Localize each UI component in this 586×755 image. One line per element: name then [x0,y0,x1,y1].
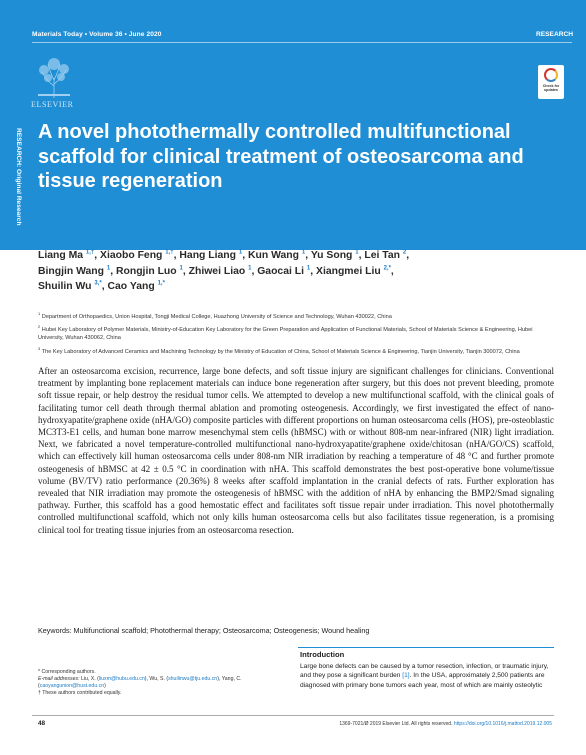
elsevier-tree-logo-icon [34,56,74,100]
doi-link[interactable]: https://doi.org/10.1016/j.mattod.2019.12.005 [453,721,552,727]
author: Yu Song $^1$, [310,250,365,262]
author: Hang Liang $^1$, [179,250,249,262]
affiliation: $^3$ The Key Laboratory of Advanced Ceramics and Machining Technology by the Ministry of Education of China, School of Materials Science & Engineering, Tianjin University, Tianjin 300072, China [38,345,520,355]
author-list [38,247,558,293]
check-updates-label: Check for updates [542,84,560,92]
header-divider [32,42,572,43]
author: Bingjin Wang $^1$, [38,265,117,277]
vertical-section-label: RESEARCH: Original Research [15,128,22,226]
author: Cao Yang $^{1,*}$ [107,280,165,293]
affiliation: $^2$ Hubei Key Laboratory of Polymer Materials, Ministry-of-Education Key Laboratory for the Green Preparation and Application of Functional Materials, School of Materials Science & Engineering, Hubei University, Wuhan 430062, China [38,324,533,341]
intro-divider [298,647,554,648]
email-link[interactable]: liuxm@hubu.edu.cn [98,676,145,682]
introduction-heading: Introduction [300,650,345,659]
author: Lei Tan $^2$, [364,250,410,262]
author: Xiaobo Feng $^{1,\dagger}$, [100,250,180,262]
email-addresses: E-mail addresses: Liu, X. (liuxm@hubu.edu.cn), Wu, S. (shuilinwu@tju.edu.cn), Yang, C. (caoyangunion@hust.edu.cn) [38,676,242,689]
reference-link[interactable]: [1] [402,672,410,680]
introduction-text: Large bone defects can be caused by a tumor resection, infection, or traumatic injury, and they pose a significant burden [1]. In the USA, approximately 2,500 patients are diagnosed with primary bone tumors each year, most of which are mainly osteolytic [300,663,549,689]
footnotes [38,669,288,697]
corresponding-note: * Corresponding authors. [38,669,96,675]
publisher-name: ELSEVIER [31,100,74,109]
check-updates-icon [544,68,558,82]
email-link[interactable]: shuilinwu@tju.edu.cn [168,676,218,682]
check-for-updates-badge[interactable] [538,65,564,99]
equal-contribution-note: † These authors contributed equally. [38,690,122,696]
section-label: RESEARCH [535,31,573,38]
author: Liang Ma $^{1,\dagger}$, [38,250,101,262]
author: Rongjin Luo $^1$, [116,265,189,277]
affiliation: $^1$ Department of Orthopaedics, Union Hospital, Tongji Medical College, Huazhong University of Science and Technology, Wuhan 430022, China [38,311,392,320]
page-number: 48 [38,720,46,727]
author: Shuilin Wu $^{3,*}$, [38,280,108,293]
footer-divider [32,715,554,716]
affiliations [38,310,558,358]
keywords: Keywords: Multifunctional scaffold; Photothermal therapy; Osteosarcoma; Osteogenesis; Wound healing [38,626,370,635]
email-link[interactable]: caoyangunion@hust.edu.cn [39,683,105,689]
author: Gaocai Li $^1$, [257,265,317,277]
abstract: After an osteosarcoma excision, recurrence, large bone defects, and soft tissue injury are significant challenges for clinicians. Conventional treatment by implanting bone replacement materials can induce bone regeneration after surgery, but this does not prevent bleeding, promote soft tissue repair, or help destroy the residual tumor cells. We attempted to develop a new multifunctional scaffold, with the clinical goals of facilitating tumor cell death through thermal ablation and promoting osteogenesis. Accordingly, we first investigated the effect of nano-hydroxyapatite/graphene oxide (nHA/GO) composite particles with different proportions on human osteosarcoma cells (HOS), pre-osteoblastic MC3T3-E1 cells, and human bone marrow mesenchymal stem cells (hBMSC) with or without 808-nm near-infrared (NIR) light irradiation. Next, we fabricated a novel temperature-controlled multifunctional nano-hydroxyapatite/graphene oxide/chitosan (nHA/GO/CS) scaffold, which can effectively kill human osteosarcoma cells under 808-nm NIR irradiation by reaching a temperature of 48 °C and further promote osteogenesis of hBMSC at 42 ± 0.5 °C in coordination with nHA. This scaffold demonstrates the best post-operative bone volume/tissue volume (BV/TV) ratio performance (20.36%) 8 weeks after scaffold implantation in the cranial defects of rats. Further exploration has revealed that NIR irradiation may promote the osteogenesis of hBMSC with the addition of nHA by enhancing the BMP2/Smad signaling pathway. Further, this scaffold has a good hemostatic effect and facilitates soft tissue repair under irradiation. This novel photothermally controlled multifunctional scaffold, which not only kills human osteosarcoma cells but also facilitates tissue regeneration, is a promising clinical tool for treating tissue injuries from an osteosarcoma resection. [38,366,554,535]
article-title: A novel photothermally controlled multifunctional scaffold for clinical treatment of osteosarcoma and tissue regeneration [38,121,524,192]
author: Zhiwei Liao $^1$, [188,265,258,277]
author: Xiangmei Liu $^{2,*}$, [316,265,394,277]
journal-line: Materials Today • Volume 36 • June 2020 [32,31,162,38]
author: Kun Wang $^1$, [248,250,311,262]
footer-doi: 1369-7021/Ø 2019 Elsevier Ltd. All rights reserved. https://doi.org/10.1016/j.mattod.2019.12.005 [339,721,552,727]
